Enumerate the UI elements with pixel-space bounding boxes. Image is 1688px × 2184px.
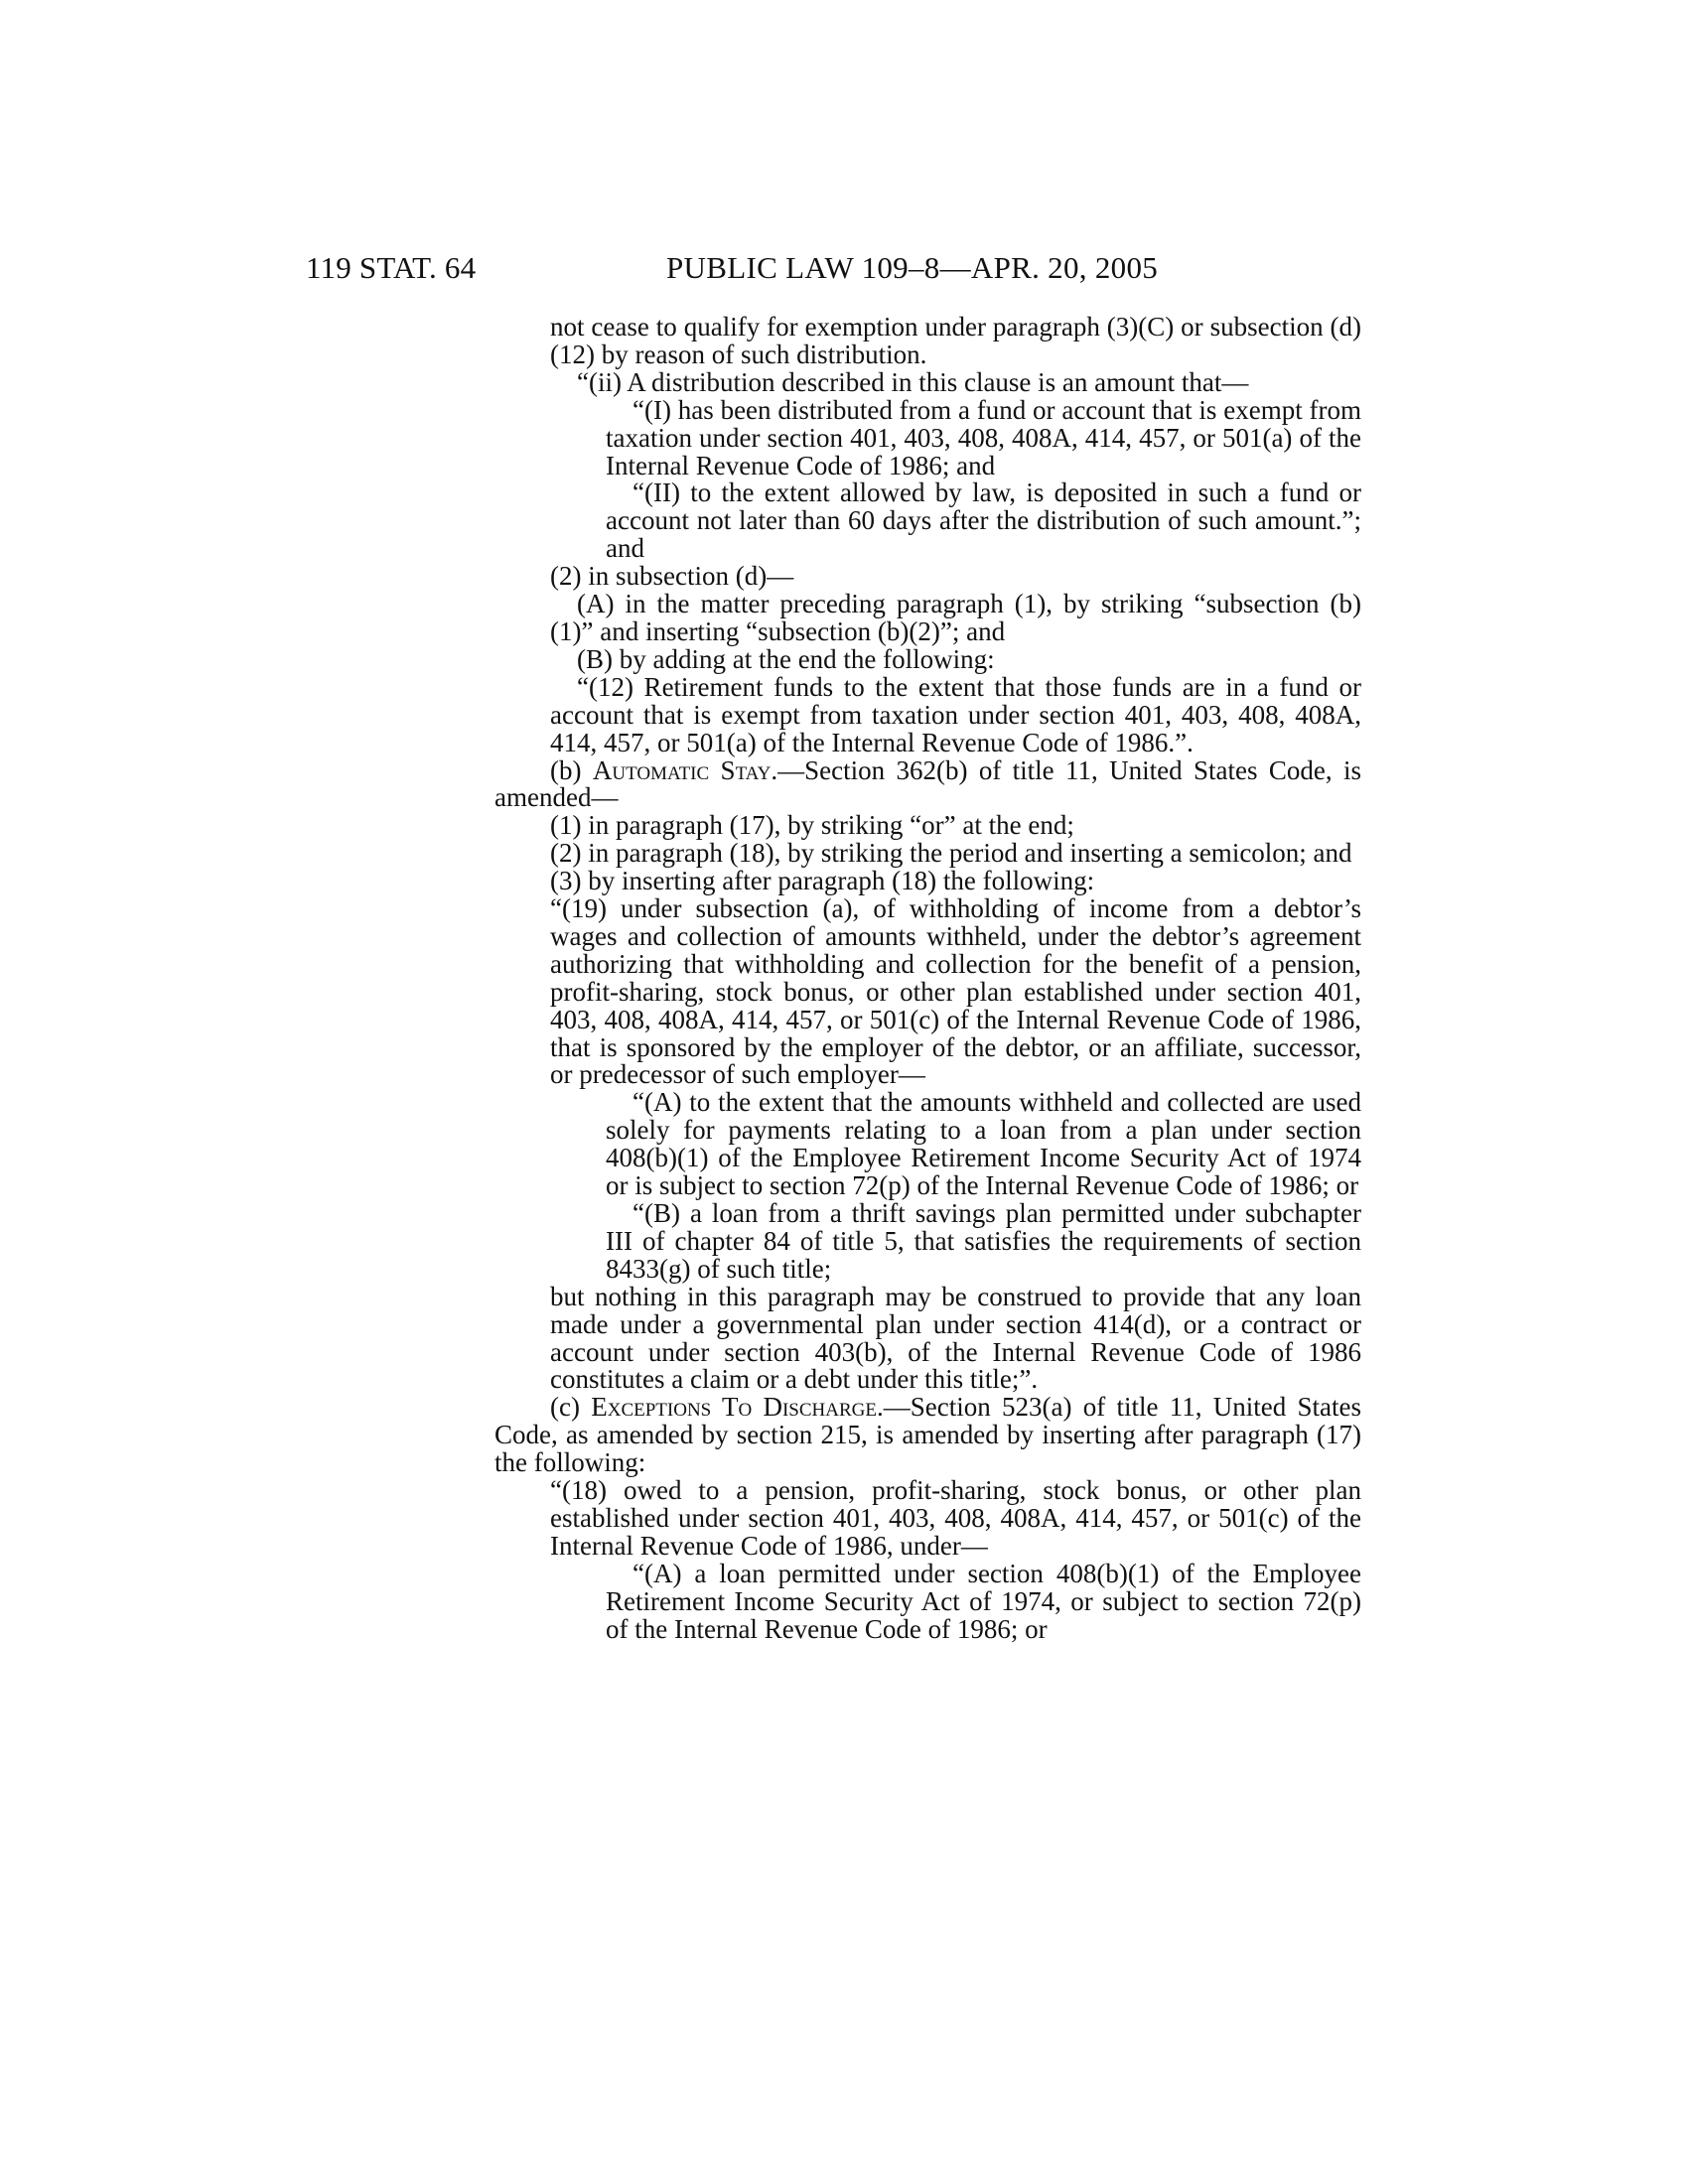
subsection-label: (c)	[550, 1392, 592, 1423]
stay-item-1: (1) in paragraph (17), by striking “or” at the end;	[550, 810, 1074, 841]
running-head	[306, 250, 1361, 286]
subsection-text: —Section 362(b) of title 11, United States Code, is amended—	[494, 754, 1362, 813]
amendment-subitem-a: (A) in the matter preceding paragraph (1), by striking “subsection (b)(1)” and inserting “subsection (b)(2)”; and	[550, 589, 1361, 646]
subclause-i: “(I) has been distributed from a fund or account that is exempt from taxation under section 401, 403, 408, 408A, 414, 457, or 501(a) of the Internal Revenue Code of 1986; and	[606, 394, 1361, 480]
quoted-subparagraph-a: “(A) to the extent that the amounts withheld and collected are used solely for payments relating to a loan from a plan under section 408(b)(1) of the Employee Retirement Income Security Act of 1974 or is subject to section 72(p) of the Internal Revenue Code of 1986; or	[606, 1087, 1361, 1201]
subclause-ii: “(II) to the extent allowed by law, is deposited in such a fund or account not later than 60 days after the distribution of such amount.”; and	[606, 478, 1361, 564]
subsection-heading: Automatic Stay.	[592, 754, 778, 785]
subsection-label: (b)	[550, 754, 593, 785]
quoted-paragraph-19: “(19) under subsection (a), of withholding of income from a debtor’s wages and collection of amounts withheld, under the debtor’s agreement authorizing that withholding and collection for the benefit of a pension, profit-sharing, stock bonus, or other plan established under section 401, 403, 408, 408A, 414, 457, or 501(c) of the Internal Revenue Code of 1986, that is sponsored by the employer of the debtor, or an affiliate, successor, or predecessor of such employer—	[550, 893, 1361, 1090]
quoted-subparagraph-a-loan: “(A) a loan permitted under section 408(b)(1) of the Employee Retirement Income Security Act of 1974, or subject to section 72(p) of the Internal Revenue Code of 1986; or	[606, 1558, 1361, 1644]
section-b-automatic-stay	[494, 754, 1362, 813]
section-c-exceptions-to-discharge	[494, 1394, 1361, 1477]
subsection-text: —Section 523(a) of title 11, United States Code, as amended by section 215, is amended by inserting after paragraph (17) the following:	[494, 1392, 1361, 1478]
stay-item-3: (3) by inserting after paragraph (18) the following:	[550, 866, 1095, 896]
document-body	[494, 314, 1361, 1644]
paragraph-continuation: not cease to qualify for exemption under paragraph (3)(C) or subsection (d)(12) by reason of such distribution.	[550, 312, 1361, 369]
amendment-subitem-b: (B) by adding at the end the following:	[577, 643, 995, 674]
stay-item-2: (2) in paragraph (18), by striking the period and inserting a semicolon; and	[550, 838, 1352, 869]
flush-provision: but nothing in this paragraph may be construed to provide that any loan made under a governmental plan under section 414(d), or a contract or account under section 403(b), of the Internal Revenue Code of 1986 constitutes a claim or a debt under this title;”.	[550, 1281, 1361, 1395]
clause-ii: “(ii) A distribution described in this clause is an amount that—	[577, 366, 1249, 397]
quoted-paragraph-12: “(12) Retirement funds to the extent that those funds are in a fund or account that is exempt from taxation under section 401, 403, 408, 408A, 414, 457, or 501(a) of the Internal Revenue Code of 1986.”.	[550, 671, 1361, 757]
quoted-subparagraph-b: “(B) a loan from a thrift savings plan permitted under subchapter III of chapter 84 of title 5, that satisfies the requirements of section 8433(g) of such title;	[606, 1198, 1361, 1284]
amendment-item-2: (2) in subsection (d)—	[550, 561, 794, 592]
public-law-title: PUBLIC LAW 109–8—APR. 20, 2005	[666, 250, 1159, 285]
statute-page-reference: 119 STAT. 64	[306, 250, 477, 285]
quoted-paragraph-18: “(18) owed to a pension, profit-sharing, stock bonus, or other plan established under section 401, 403, 408, 408A, 414, 457, or 501(c) of the Internal Revenue Code of 1986, under—	[550, 1475, 1361, 1561]
subsection-heading: Exceptions To Discharge.	[591, 1392, 884, 1423]
